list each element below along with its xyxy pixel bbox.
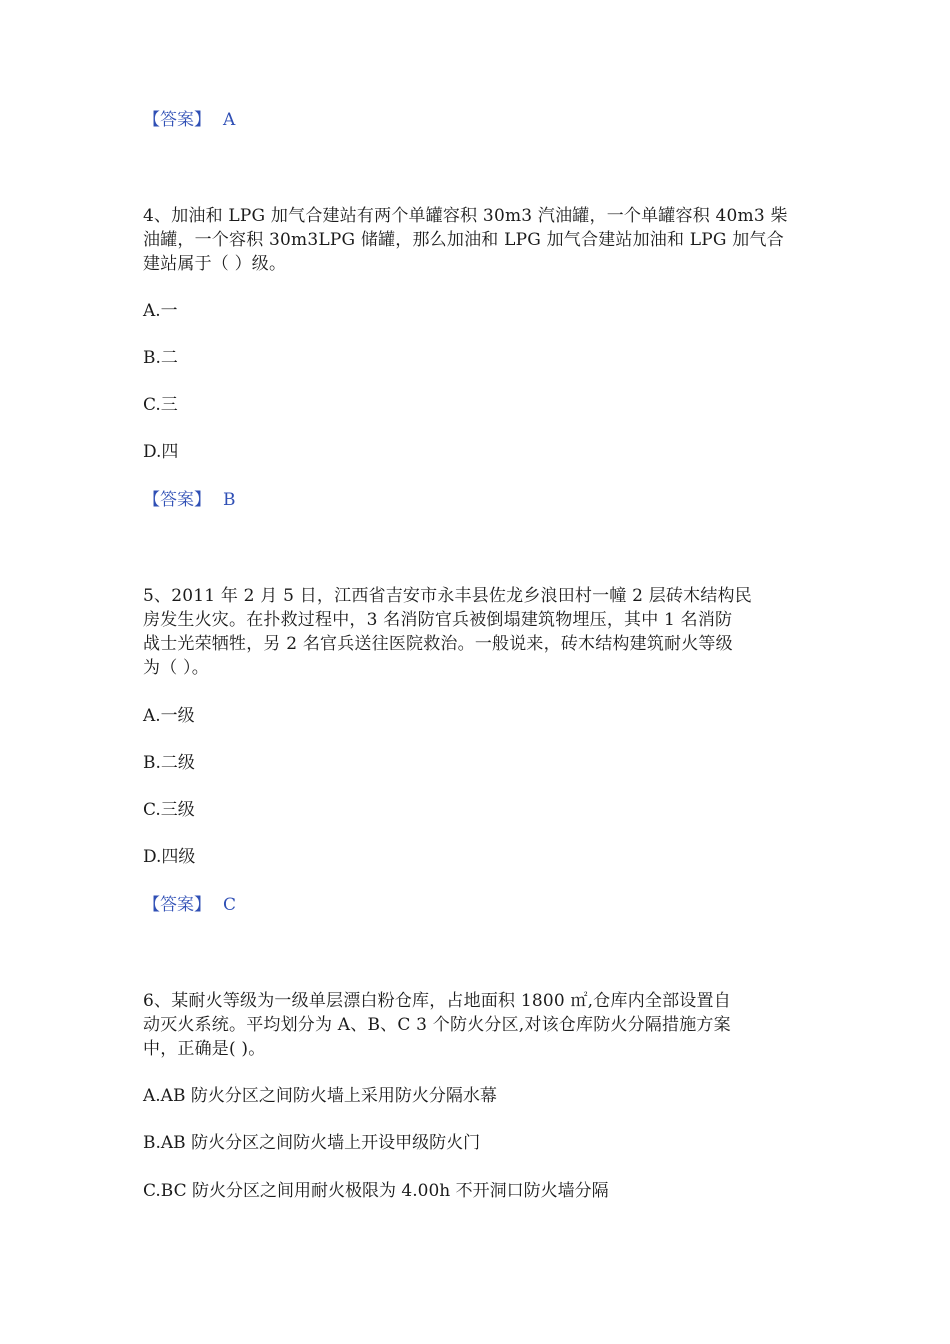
question-4 xyxy=(143,204,808,276)
question-6-line-1: 6、某耐火等级为一级单层漂白粉仓库，占地面积 1800 ㎡,仓库内全部设置自 xyxy=(143,991,731,1011)
question-4-option-a: A.一 xyxy=(143,301,178,321)
answer-label: 【答案】 xyxy=(143,110,211,130)
answer-4 xyxy=(143,488,236,512)
question-5-line-2: 房发生火灾。在扑救过程中，3 名消防官兵被倒塌建筑物埋压，其中 1 名消防 xyxy=(143,610,733,630)
question-5-line-1: 5、2011 年 2 月 5 日，江西省吉安市永丰县佐龙乡浪田村一幢 2 层砖木结构民 xyxy=(143,586,752,606)
answer-5 xyxy=(143,893,236,917)
question-4-option-d: D.四 xyxy=(143,442,179,462)
question-4-option-b: B.二 xyxy=(143,348,178,368)
question-5-option-c: C.三级 xyxy=(143,800,195,820)
answer-value: B xyxy=(223,490,236,510)
question-6-line-2: 动灭火系统。平均划分为 A、B、C 3 个防火分区,对该仓库防火分隔措施方案 xyxy=(143,1015,731,1035)
question-5-option-b: B.二级 xyxy=(143,753,195,773)
answer-value: C xyxy=(223,895,237,915)
question-5-option-a: A.一级 xyxy=(143,706,195,726)
question-4-line-3: 建站属于（ ）级。 xyxy=(143,254,287,274)
answer-label: 【答案】 xyxy=(143,895,211,915)
question-6 xyxy=(143,989,808,1061)
question-5-option-d: D.四级 xyxy=(143,847,196,867)
question-6-option-c: C.BC 防火分区之间用耐火极限为 4.00h 不开洞口防火墙分隔 xyxy=(143,1181,609,1201)
question-5-line-3: 战士光荣牺牲，另 2 名官兵送往医院救治。一般说来，砖木结构建筑耐火等级 xyxy=(143,634,733,654)
question-5-line-4: 为（ ）。 xyxy=(143,658,209,678)
question-4-line-2: 油罐，一个容积 30m3LPG 储罐，那么加油和 LPG 加气合建站加油和 LPG 加气合 xyxy=(143,230,784,250)
question-4-line-1: 4、加油和 LPG 加气合建站有两个单罐容积 30m3 汽油罐，一个单罐容积 40m3 柴 xyxy=(143,206,788,226)
question-6-option-b: B.AB 防火分区之间防火墙上开设甲级防火门 xyxy=(143,1133,481,1153)
question-5 xyxy=(143,584,808,680)
question-6-line-3: 中，正确是( )。 xyxy=(143,1039,266,1059)
answer-label: 【答案】 xyxy=(143,490,211,510)
answer-prev xyxy=(143,108,235,132)
question-4-option-c: C.三 xyxy=(143,395,178,415)
answer-value: A xyxy=(223,110,236,130)
question-6-option-a: A.AB 防火分区之间防火墙上采用防火分隔水幕 xyxy=(143,1086,497,1106)
